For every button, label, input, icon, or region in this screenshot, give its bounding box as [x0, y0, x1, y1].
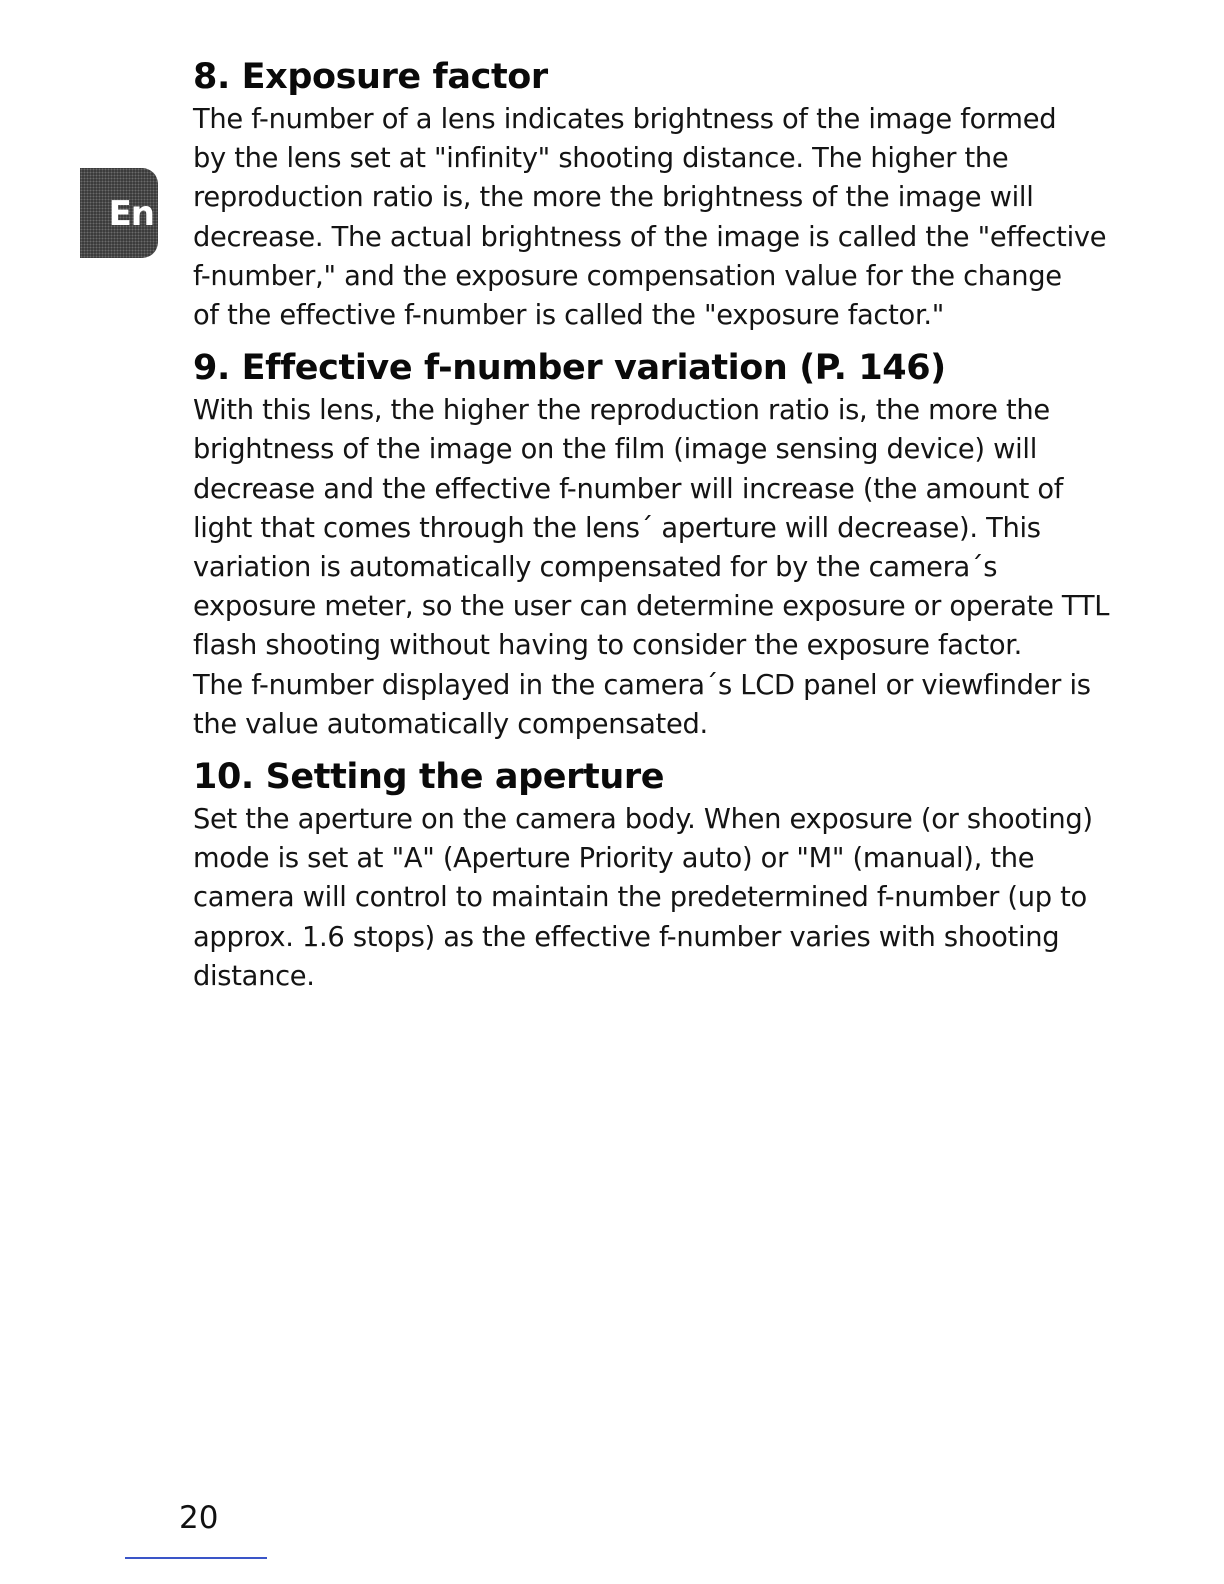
- section-body: [193, 100, 1133, 335]
- page-number: 20: [179, 1500, 219, 1536]
- body-line: f-number," and the exposure compensation value for the change: [193, 260, 1062, 292]
- section-effective-f-number-variation: [193, 345, 1133, 744]
- section-exposure-factor: [193, 54, 1133, 335]
- page-footer-rule: [125, 1557, 267, 1559]
- section-heading: 8. Exposure factor: [193, 57, 548, 97]
- section-body: [193, 391, 1133, 744]
- language-tab-label: En: [108, 194, 154, 234]
- body-line: camera will control to maintain the predetermined f-number (up to: [193, 882, 1087, 914]
- body-line: the value automatically compensated.: [193, 708, 708, 740]
- language-tab: [80, 168, 158, 258]
- body-line: exposure meter, so the user can determine exposure or operate TTL: [193, 591, 1110, 623]
- body-line: mode is set at "A" (Aperture Priority auto) or "M" (manual), the: [193, 843, 1035, 875]
- body-line: Set the aperture on the camera body. When exposure (or shooting): [193, 804, 1093, 836]
- body-line: reproduction ratio is, the more the brightness of the image will: [193, 182, 1034, 214]
- body-line: decrease and the effective f-number will increase (the amount of: [193, 473, 1064, 505]
- body-line: light that comes through the lens´ aperture will decrease). This: [193, 512, 1041, 544]
- body-line: by the lens set at "infinity" shooting distance. The higher the: [193, 143, 1009, 175]
- body-line: brightness of the image on the film (image sensing device) will: [193, 434, 1037, 466]
- body-line: decrease. The actual brightness of the image is called the "effective: [193, 221, 1107, 253]
- page-content: [193, 54, 1133, 1006]
- body-line: distance.: [193, 960, 315, 992]
- section-heading: 10. Setting the aperture: [193, 757, 665, 798]
- section-setting-the-aperture: [193, 754, 1133, 996]
- body-line: With this lens, the higher the reproduction ratio is, the more the: [193, 395, 1050, 427]
- body-line: of the effective f-number is called the "exposure factor.": [193, 300, 944, 332]
- section-body: [193, 800, 1133, 996]
- section-heading: 9. Effective f-number variation (P. 146): [193, 348, 946, 389]
- body-line: The f-number displayed in the camera´s LCD panel or viewfinder is: [193, 669, 1091, 701]
- body-line: approx. 1.6 stops) as the effective f-number varies with shooting: [193, 921, 1060, 953]
- body-line: The f-number of a lens indicates brightness of the image formed: [193, 104, 1057, 135]
- body-line: flash shooting without having to consider the exposure factor.: [193, 630, 1023, 662]
- body-line: variation is automatically compensated for by the camera´s: [193, 552, 998, 584]
